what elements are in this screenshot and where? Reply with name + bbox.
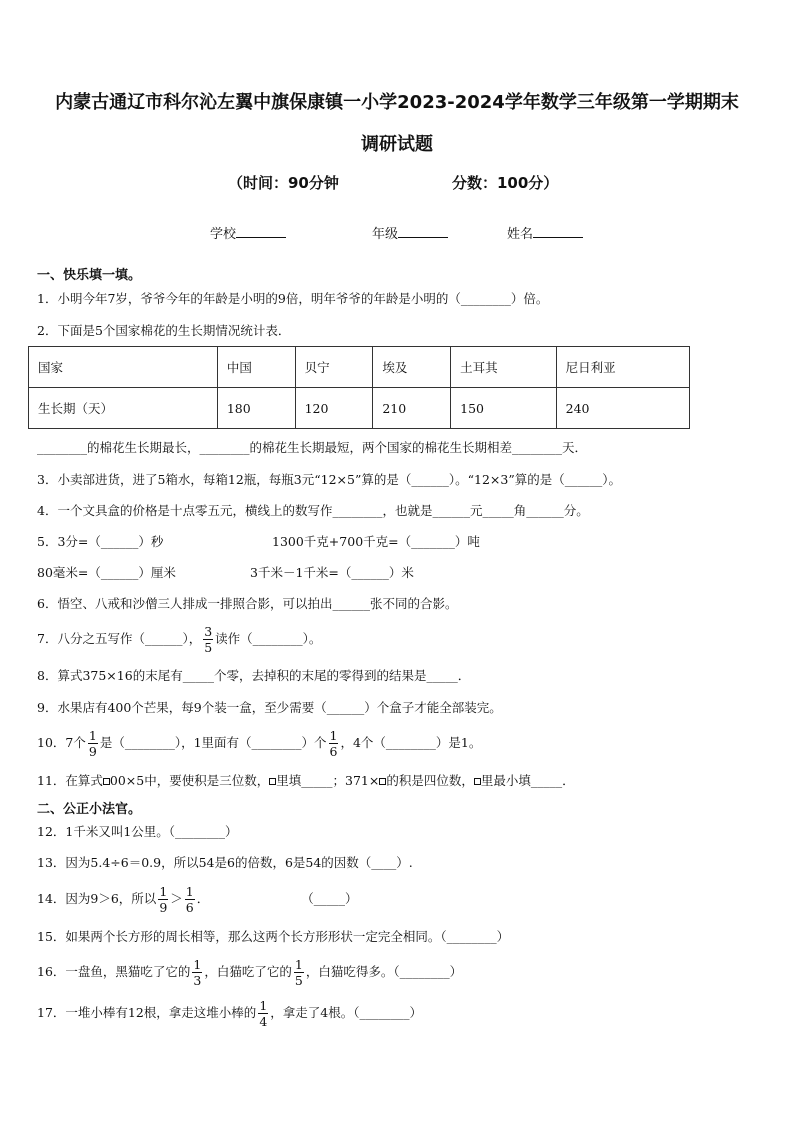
school-label: 学校 [210,227,237,242]
fraction [192,957,202,988]
name-blank[interactable] [533,224,583,238]
fraction [88,728,98,759]
question-16-text-a: 16．一盘鱼，黑猫吃了它的 [37,964,191,979]
fraction-numerator: 1 [88,728,97,743]
grade-field [372,223,448,242]
question-16-text-b: ，白猫吃了它的 [204,964,292,979]
question-5a: 5．3分=（______）秒 [37,534,164,549]
table-cell: 120 [295,388,373,429]
question-1: 1．小明今年7岁，爷爷今年的年龄是小明的9倍，明年爷爷的年龄是小明的（________）倍。 [37,291,549,306]
table-cell: 240 [556,388,689,429]
grade-blank[interactable] [398,224,448,238]
fraction-denominator: 5 [294,973,303,988]
question-5c: 80毫米=（______）厘米 [37,565,176,580]
school-field [210,223,286,242]
question-14-text-a: 14．因为9＞6，所以 [37,891,157,906]
question-17-text-b: ，拿走了4根。（________） [270,1005,422,1020]
question-7-text-a: 7．八分之五写作（______）， [37,631,202,646]
name-field [507,223,583,242]
fraction-numerator: 1 [329,728,338,743]
fraction-numerator: 1 [294,957,303,972]
question-11-text-c: 里填_____；371× [276,773,380,788]
table-cell: 生长期（天） [29,388,218,429]
question-12: 12．1千米又叫1公里。（________） [37,824,238,839]
fraction [158,884,168,915]
question-10-text-c: ，4个（________）是1。 [340,735,482,750]
question-14 [37,884,358,915]
question-13: 13．因为5.4÷6＝0.9，所以54是6的倍数，6是54的因数（____）. [37,855,413,870]
box-placeholder-icon [103,778,110,785]
fraction-denominator: 3 [193,973,202,988]
table-cell: 150 [451,388,557,429]
box-placeholder-icon [474,778,481,785]
fraction [203,624,213,655]
question-17 [37,998,422,1029]
name-label: 姓名 [507,227,534,242]
question-11-text-e: 里最小填_____． [480,773,575,788]
fraction-numerator: 3 [204,624,213,639]
grade-label: 年级 [372,227,399,242]
question-8: 8．算式375×16的末尾有_____个零，去掉积的末尾的零得到的结果是_____． [37,668,471,683]
question-11 [37,773,575,789]
fraction-denominator: 6 [185,900,194,915]
question-9: 9．水果店有400个芒果，每9个装一盒，至少需要（______）个盒子才能全部装完。 [37,700,502,715]
table-cell: 土耳其 [451,347,557,388]
table-cell: 国家 [29,347,218,388]
fraction [185,884,195,915]
table-cell: 中国 [217,347,295,388]
fraction-numerator: 1 [159,884,168,899]
question-10 [37,728,481,759]
question-16 [37,957,462,988]
fraction [294,957,304,988]
table-cell: 尼日利亚 [556,347,689,388]
fraction-numerator: 1 [259,998,268,1013]
question-11-text-b: 00×5中，要使积是三位数， [109,773,270,788]
question-17-text-a: 17．一堆小棒有12根，拿走这堆小棒的 [37,1005,257,1020]
fraction-denominator: 4 [259,1014,268,1029]
section-2-heading: 二、公正小法官。 [37,802,142,817]
question-15: 15．如果两个长方形的周长相等，那么这两个长方形形状一定完全相同。（________） [37,929,510,944]
question-2-blanks: ________的棉花生长期最长，________的棉花生长期最短，两个国家的棉花生长期相差________天． [37,440,588,455]
question-16-text-c: ，白猫吃得多。（________） [305,964,463,979]
table-cell: 210 [373,388,451,429]
question-3: 3．小卖部进货，进了5箱水，每箱12瓶，每瓶3元“12×5”算的是（______）。“12×3”算的是（______）。 [37,472,621,487]
fraction [258,998,268,1029]
exam-title-line2: 调研试题 [361,134,433,155]
question-5b: 1300千克+700千克=（_______）吨 [272,534,480,549]
exam-title-line1: 内蒙古通辽市科尔沁左翼中旗保康镇一小学2023-2024学年数学三年级第一学期期末 [55,92,739,113]
greater-than-sign: ＞ [170,891,183,906]
question-7 [37,624,321,655]
fraction-denominator: 5 [204,640,213,655]
fraction-denominator: 6 [329,744,338,759]
exam-time: （时间：90分钟 [228,174,339,192]
table-cell: 180 [217,388,295,429]
question-10-text-a: 10．7个 [37,735,86,750]
fraction-numerator: 1 [193,957,202,972]
question-10-text-b: 是（________），1里面有（________）个 [99,735,327,750]
question-4: 4．一个文具盒的价格是十点零五元，横线上的数写作________，也就是______元_____角______分。 [37,503,589,518]
exam-score: 分数：100分） [452,174,559,192]
cotton-growth-table [28,346,690,429]
question-2: 2．下面是5个国家棉花的生长期情况统计表． [37,323,291,338]
fraction-denominator: 9 [159,900,168,915]
question-7-text-b: 读作（________）。 [215,631,322,646]
fraction-denominator: 9 [88,744,97,759]
table-cell: 埃及 [373,347,451,388]
question-5d: 3千米－1千米=（______）米 [250,565,414,580]
fraction [329,728,339,759]
fraction-numerator: 1 [185,884,194,899]
section-1-heading: 一、快乐填一填。 [37,268,142,283]
question-11-text-d: 的积是四位数， [386,773,474,788]
question-6: 6．悟空、八戒和沙僧三人排成一排照合影，可以拍出______张不同的合影。 [37,596,458,611]
question-14-text-b: ． [196,891,210,906]
question-11-text-a: 11．在算式 [37,773,103,788]
table-cell: 贝宁 [295,347,373,388]
table-row [29,388,690,429]
question-14-answer: （_____） [301,891,358,906]
table-row [29,347,690,388]
school-blank[interactable] [236,224,286,238]
